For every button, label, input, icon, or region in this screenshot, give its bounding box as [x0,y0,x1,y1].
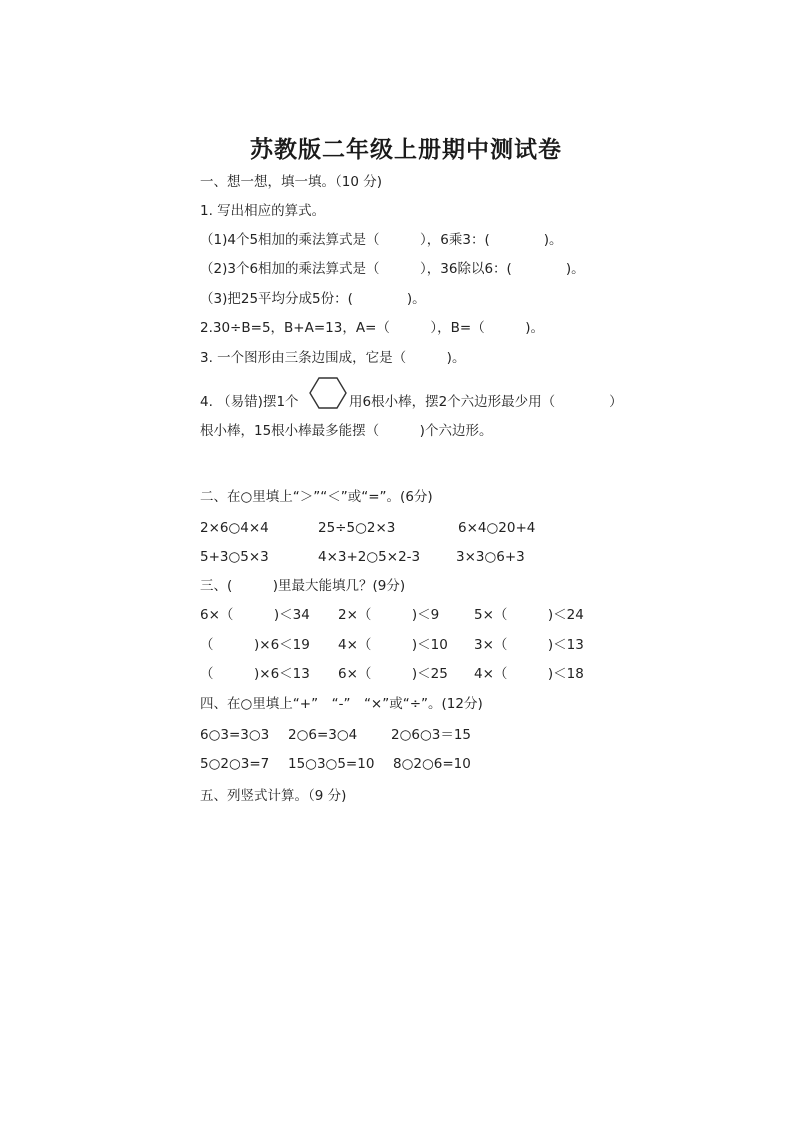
section5-heading: 五、列竖式计算。（9 分) [200,788,347,804]
q1-item-2: （2)3个6相加的乘法算式是（ ），36除以6：( )。 [200,261,585,277]
operator-item: 2○6=3○4 [288,727,358,743]
max-fill-item: 6×（ )＜34 [200,607,310,623]
max-fill-item: 2×（ )＜9 [338,607,440,623]
comparison-item: 5+3○5×3 [200,549,269,565]
comparison-item: 6×4○20+4 [458,520,536,536]
max-fill-item: 4×（ )＜18 [474,666,584,682]
q2-text: 2.30÷B=5，B+A=13，A=（ ），B=（ )。 [200,320,544,336]
hexagon-icon [309,377,347,409]
q4-part1: 4. （易错)摆1个 [200,394,299,410]
max-fill-item: （ )×6＜13 [200,666,310,682]
q1-label: 1. 写出相应的算式。 [200,203,326,219]
max-fill-item: 4×（ )＜10 [338,637,448,653]
max-fill-item: 3×（ )＜13 [474,637,584,653]
q4-line2: 根小棒，15根小棒最多能摆（ )个六边形。 [200,423,493,439]
operator-item: 5○2○3=7 [200,756,270,772]
operator-item: 6○3=3○3 [200,727,270,743]
section2-heading: 二、在○里填上“＞”“＜”或“=”。(6分) [200,489,433,505]
max-fill-item: （ )×6＜19 [200,637,310,653]
section4-heading: 四、在○里填上“+” “-” “×”或“÷”。(12分) [200,696,483,712]
q1-item-1: （1)4个5相加的乘法算式是（ ），6乘3：( )。 [200,232,563,248]
max-fill-item: 6×（ )＜25 [338,666,448,682]
section3-heading: 三、( )里最大能填几？(9分) [200,578,406,594]
comparison-item: 2×6○4×4 [200,520,269,536]
max-fill-item: 5×（ )＜24 [474,607,584,623]
operator-item: 8○2○6=10 [393,756,471,772]
q4-part2: 用6根小棒，摆2个六边形最少用（ ） [349,394,623,410]
page-title: 苏教版二年级上册期中测试卷 [250,136,562,163]
comparison-item: 4×3+2○5×2-3 [318,549,421,565]
section1-heading: 一、想一想，填一填。（10 分) [200,174,382,190]
q3-text: 3. 一个图形由三条边围成，它是（ )。 [200,350,466,366]
comparison-item: 3×3○6+3 [456,549,525,565]
comparison-item: 25÷5○2×3 [318,520,396,536]
operator-item: 15○3○5=10 [288,756,375,772]
operator-item: 2○6○3＝15 [391,727,472,743]
q1-item-3: （3)把25平均分成5份：( )。 [200,291,426,307]
